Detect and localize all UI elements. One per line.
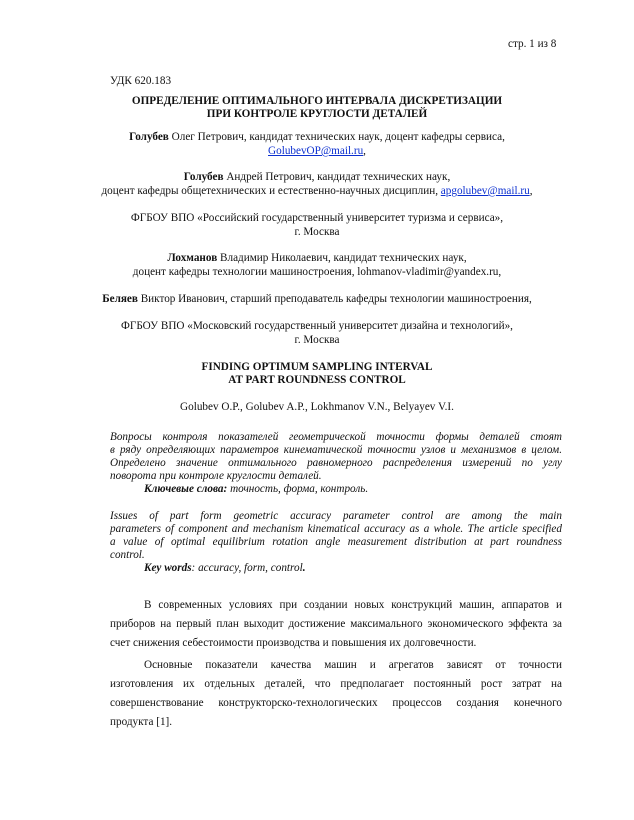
- author-1-details: Олег Петрович, кандидат технических наук, доцент кафедры сервиса,: [168, 131, 505, 143]
- author-4-details: Виктор Иванович, старший преподаватель кафедры технологии машиностроения,: [137, 293, 532, 305]
- author-1: [0, 130, 634, 144]
- body-p1-line-2: приборов на первый план выходит достижение максимального экономического эффекта за: [110, 618, 562, 630]
- abstract-ru-line-1: Вопросы контроля показателей геометрической точности формы деталей стоят: [110, 431, 562, 443]
- abstract-ru-line-2: в ряду определяющих параметров кинематической точности узлов и механизмов в целом.: [110, 444, 562, 456]
- body-p2-line-1: Основные показатели качества машин и агрегатов зависят от точности: [144, 659, 562, 671]
- keywords-en-text: : accuracy, form, control: [191, 562, 303, 574]
- organization-1: ФГБОУ ВПО «Российский государственный университет туризма и сервиса»,: [130, 212, 504, 224]
- author-1-email-line: [0, 144, 634, 158]
- author-3-details: Владимир Николаевич, кандидат технических наук,: [217, 252, 467, 264]
- author-2: [0, 170, 634, 184]
- title-en-line-2: AT PART ROUNDNESS CONTROL: [228, 374, 406, 386]
- organization-2-city: г. Москва: [294, 334, 340, 346]
- keywords-en-end: .: [302, 562, 306, 574]
- abstract-en-line-2: parameters of component and mechanism kinematical accuracy as a whole. The article specified: [110, 523, 562, 535]
- udk-code: УДК 620.183: [110, 75, 172, 87]
- title-en-line-1: FINDING OPTIMUM SAMPLING INTERVAL: [201, 361, 433, 373]
- abstract-ru-line-3: Определено значение оптимального равномерного распределения измерений по углу: [110, 457, 562, 469]
- title-ru-line-2: ПРИ КОНТРОЛЕ КРУГЛОСТИ ДЕТАЛЕЙ: [206, 108, 428, 120]
- organization-2: ФГБОУ ВПО «Московский государственный университет дизайна и технологий»,: [121, 320, 513, 332]
- keywords-ru-text: точность, форма, контроль.: [227, 483, 369, 495]
- author-1-email-tail: ,: [363, 145, 366, 157]
- body-p1-line-1: В современных условиях при создании новых конструкций машин, аппаратов и: [144, 599, 562, 611]
- author-3-line-2: доцент кафедры технологии машиностроения, lohmanov-vladimir@yandex.ru,: [132, 266, 502, 278]
- author-2-email-link[interactable]: apgolubev@mail.ru: [440, 185, 530, 197]
- author-3-surname: Лохманов: [167, 252, 218, 264]
- body-p2-line-3: совершенствование конструкторско-технологических процессов создания конечного: [110, 697, 562, 709]
- author-2-email-tail: ,: [529, 185, 533, 197]
- title-ru-line-1: ОПРЕДЕЛЕНИЕ ОПТИМАЛЬНОГО ИНТЕРВАЛА ДИСКРЕТИЗАЦИИ: [131, 95, 503, 107]
- author-3: [0, 251, 634, 265]
- author-2-line-2: [0, 184, 634, 198]
- author-1-surname: Голубев: [129, 131, 169, 143]
- keywords-en: [144, 561, 305, 575]
- author-4: [0, 292, 634, 306]
- author-2-surname: Голубев: [183, 171, 224, 183]
- keywords-ru-label: Ключевые слова:: [144, 483, 228, 495]
- author-2-department: доцент кафедры общетехнических и естественно-научных дисциплин,: [101, 185, 441, 197]
- body-p2-line-2: изготовления их отдельных деталей, что предполагает постоянный рост затрат на: [110, 678, 562, 690]
- organization-1-city: г. Москва: [294, 226, 340, 238]
- author-1-email-link[interactable]: GolubevOP@mail.ru: [268, 145, 364, 157]
- author-2-details: Андрей Петрович, кандидат технических наук,: [223, 171, 451, 183]
- authors-en: Golubev O.P., Golubev A.P., Lokhmanov V.N., Belyayev V.I.: [180, 401, 454, 413]
- body-p1-line-3: счет снижения себестоимости производства и повышения их долговечности.: [110, 637, 477, 649]
- abstract-en-line-1: Issues of part form geometric accuracy parameter control are among the main: [110, 510, 562, 522]
- abstract-ru-line-4: поворота при контроле круглости деталей.: [110, 470, 322, 482]
- page-number: стр. 1 из 8: [508, 38, 557, 50]
- keywords-ru: [144, 482, 368, 496]
- abstract-en-line-4: control.: [110, 549, 145, 561]
- body-p2-line-4: продукта [1].: [110, 716, 173, 728]
- keywords-en-label: Key words: [144, 562, 192, 574]
- author-4-surname: Беляев: [102, 293, 138, 305]
- abstract-en-line-3: a value of optimal equilibrium rotation angle measurement distribution at part roundness: [110, 536, 562, 548]
